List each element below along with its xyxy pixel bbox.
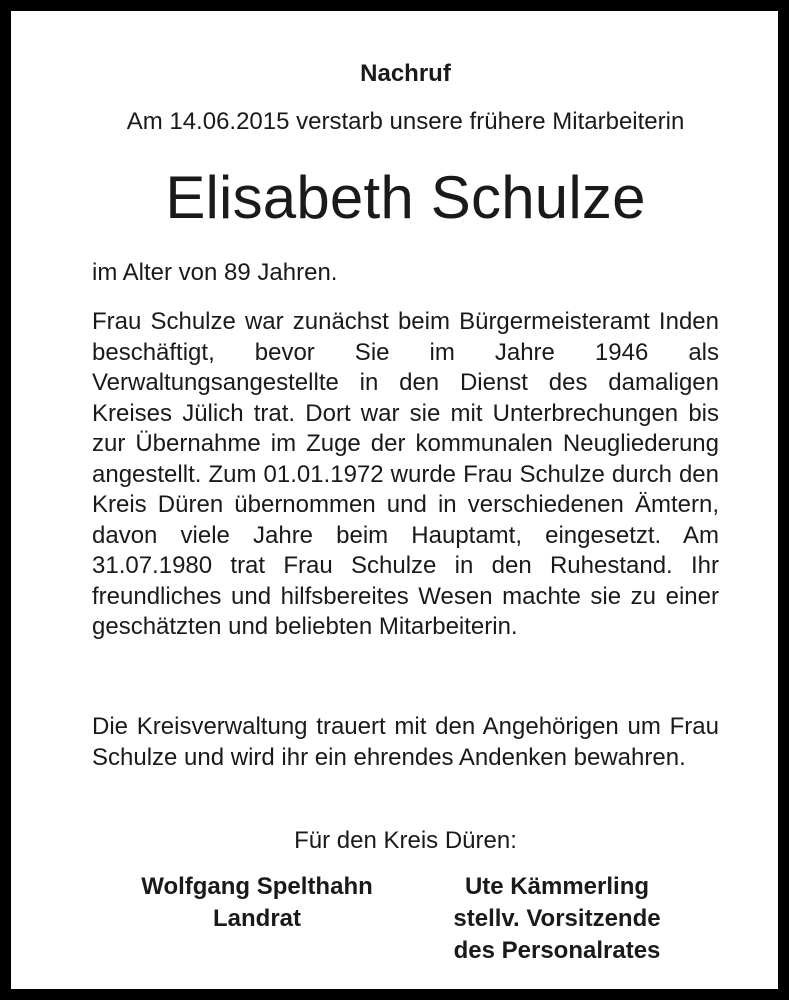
signatory-title: Landrat bbox=[212, 905, 301, 932]
signatory-landrat bbox=[107, 871, 407, 935]
signatory-title: stellv. Vorsitzende bbox=[453, 905, 661, 932]
deceased-name: Elisabeth Schulze bbox=[165, 164, 646, 231]
biography-paragraph: Frau Schulze war zunächst beim Bürgermeisteramt Inden beschäftigt, bevor Sie im Jahre 1946 als Verwaltungsangestellte in den Dienst des damaligen Kreises Jülich trat. Dort war sie mit Unterbrechungen bis zur Übernahme im Zuge der kommunalen Neugliederung angestellt. Zum 01.01.1972 wurde Frau Schulze durch den Kreis Düren übernommen und in verschiedenen Ämtern, davon viele Jahre beim Hauptamt, eingesetzt. Am 31.07.1980 trat Frau Schulze in den Ruhestand. Ihr freundliches und hilfsbereites Wesen machte sie zu einer geschätzten und beliebten Mitarbeiterin. bbox=[92, 308, 719, 640]
signatory-personalrat bbox=[407, 871, 707, 967]
intro-line: Am 14.06.2015 verstarb unsere frühere Mitarbeiterin bbox=[126, 108, 685, 135]
on-behalf-line: Für den Kreis Düren: bbox=[294, 827, 517, 854]
age-line: im Alter von 89 Jahren. bbox=[92, 259, 338, 286]
obituary-heading: Nachruf bbox=[360, 60, 451, 87]
closing-paragraph: Die Kreisverwaltung trauert mit den Angehörigen um Frau Schulze und wird ihr ein ehrendes Andenken bewahren. bbox=[92, 713, 719, 771]
signatory-name: Wolfgang Spelthahn bbox=[141, 873, 373, 900]
signatory-name: Ute Kämmerling bbox=[464, 873, 650, 900]
signatory-title: des Personalrates bbox=[453, 937, 661, 964]
